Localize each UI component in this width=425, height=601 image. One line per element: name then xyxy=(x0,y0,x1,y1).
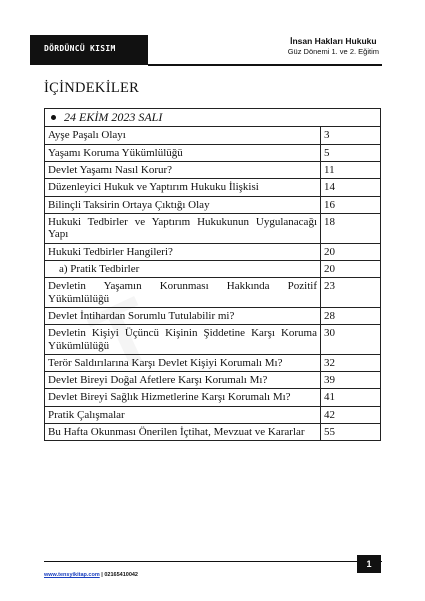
toc-row[interactable] xyxy=(45,325,381,355)
toc-row[interactable] xyxy=(45,406,381,423)
section-label-box xyxy=(30,35,148,65)
toc-row[interactable] xyxy=(45,214,381,244)
toc-entry-page: 3 xyxy=(321,127,381,144)
toc-row[interactable] xyxy=(45,144,381,161)
footer-separator: | xyxy=(101,572,103,578)
section-label: DÖRDÜNCÜ KISIM xyxy=(44,44,116,53)
toc-entry-page: 20 xyxy=(321,260,381,277)
bullet-icon xyxy=(51,115,56,120)
toc-entry-page: 20 xyxy=(321,243,381,260)
toc-entry-title: Terör Saldırılarına Karşı Devlet Kişiyi Korumalı Mı? xyxy=(45,354,321,371)
toc-entry-title: Bilinçli Taksirin Ortaya Çıktığı Olay xyxy=(45,196,321,213)
course-term: Güz Dönemi 1. ve 2. Eğitim xyxy=(287,47,379,56)
page-title: İÇİNDEKİLER xyxy=(44,80,140,96)
toc-entry-page: 16 xyxy=(321,196,381,213)
toc-entry-page: 42 xyxy=(321,406,381,423)
toc-entry-page: 14 xyxy=(321,179,381,196)
toc-row[interactable] xyxy=(45,260,381,277)
toc-row[interactable] xyxy=(45,424,381,441)
toc-entry-title: Devlet Yaşamı Nasıl Korur? xyxy=(45,162,321,179)
toc-entry-title: Ayşe Paşalı Olayı xyxy=(45,127,321,144)
toc-entry-page: 5 xyxy=(321,144,381,161)
course-title: İnsan Hakları Hukuku xyxy=(290,36,377,46)
footer-divider xyxy=(44,561,382,562)
phone-number: 02165410042 xyxy=(104,572,138,578)
toc-row[interactable] xyxy=(45,179,381,196)
toc-row[interactable] xyxy=(45,354,381,371)
toc-entry-page: 18 xyxy=(321,214,381,244)
toc-entry-title: Devlet Bireyi Sağlık Hizmetlerine Karşı Korumalı Mı? xyxy=(45,389,321,406)
toc-entry-page: 30 xyxy=(321,325,381,355)
toc-entry-page: 32 xyxy=(321,354,381,371)
toc-entry-page: 11 xyxy=(321,162,381,179)
toc-row[interactable] xyxy=(45,372,381,389)
toc-entry-title: Devletin Yaşamın Korunması Hakkında Pozitif Yükümlülüğü xyxy=(45,278,321,308)
toc-entry-title: Hukuki Tedbirler ve Yaptırım Hukukunun Uygulanacağı Yapı xyxy=(45,214,321,244)
toc-entry-title: a) Pratik Tedbirler xyxy=(45,260,321,277)
toc-table xyxy=(44,108,381,441)
toc-entry-title: Bu Hafta Okunması Önerilen İçtihat, Mevzuat ve Kararlar xyxy=(45,424,321,441)
header-divider xyxy=(148,64,382,66)
toc-entry-page: 28 xyxy=(321,307,381,324)
course-header xyxy=(288,36,379,56)
footer-text xyxy=(44,572,138,578)
toc-section-cell xyxy=(45,109,381,127)
toc-row[interactable] xyxy=(45,127,381,144)
toc-entry-title: Devlet İntihardan Sorumlu Tutulabilir mi? xyxy=(45,307,321,324)
toc-entry-title: Pratik Çalışmalar xyxy=(45,406,321,423)
toc-entry-page: 39 xyxy=(321,372,381,389)
toc-entry-title: Hukuki Tedbirler Hangileri? xyxy=(45,243,321,260)
toc-entry-page: 55 xyxy=(321,424,381,441)
toc-row[interactable] xyxy=(45,278,381,308)
toc-entry-title: Düzenleyici Hukuk ve Yaptırım Hukuku İlişkisi xyxy=(45,179,321,196)
website-link[interactable]: www.tensyikitap.com xyxy=(44,572,100,578)
toc-row[interactable] xyxy=(45,307,381,324)
toc-row[interactable] xyxy=(45,162,381,179)
toc-row[interactable] xyxy=(45,196,381,213)
page-number: 1 xyxy=(357,555,381,573)
toc-row[interactable] xyxy=(45,243,381,260)
toc-row[interactable] xyxy=(45,389,381,406)
section-heading: 24 EKİM 2023 SALI xyxy=(64,110,163,124)
toc-entry-page: 41 xyxy=(321,389,381,406)
toc-entry-title: Devletin Kişiyi Üçüncü Kişinin Şiddetine Karşı Koruma Yükümlülüğü xyxy=(45,325,321,355)
toc-entry-title: Yaşamı Koruma Yükümlülüğü xyxy=(45,144,321,161)
toc-section-row xyxy=(45,109,381,127)
toc-entry-page: 23 xyxy=(321,278,381,308)
toc-entry-title: Devlet Bireyi Doğal Afetlere Karşı Korumalı Mı? xyxy=(45,372,321,389)
